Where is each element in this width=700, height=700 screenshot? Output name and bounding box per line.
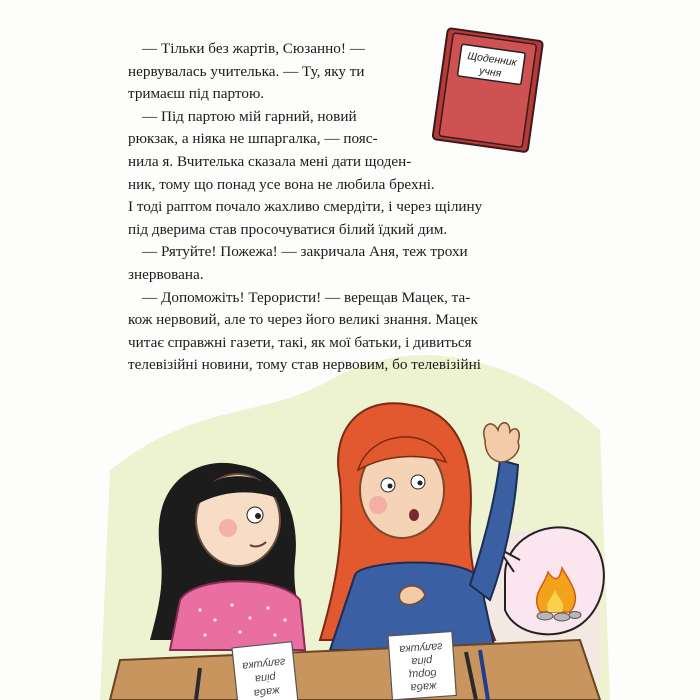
text-line-11: знервована. [128, 265, 204, 283]
text-line-7: ник, тому що понад усе вона не любила брехні. [128, 175, 435, 193]
sheet-left-word3: галушка [241, 655, 286, 672]
text-line-10: — Рятуйте! Пожежа! — закричала Аня, теж трохи [142, 243, 468, 261]
text-line-2: нервувалась учителька. — Ту, яку ти [128, 62, 365, 80]
text-line-4: — Під партою мій гарний, новий [142, 107, 357, 125]
sheet-right-word1: жаба [410, 679, 438, 694]
text-line-8: І тоді раптом почало жахливо смердіти, і через щілину [128, 198, 483, 216]
text-line-9: під дверима став просочуватися білий їдкий дим. [128, 220, 448, 238]
text-line-14: читає справжні газети, такі, як мої батьки, і дивиться [128, 333, 472, 351]
sheet-left-word1: жаба [253, 684, 281, 699]
text-line-5: рюкзак, а ніяка не шпаргалка, — пояс- [128, 130, 378, 148]
text-line-3: тримаєш під партою. [128, 85, 265, 103]
sheet-right-word2: борщ [408, 666, 437, 681]
text-line-15: телевізійні новини, тому став нервовим, бо телевізійні [128, 356, 481, 374]
notebook-label-line1: Щоденник [466, 50, 518, 69]
notebook-label-line2: учня [478, 64, 503, 80]
text-line-12: — Допоможіть! Терористи! — верещав Мацек, та- [142, 288, 471, 306]
text-line-6: нила я. Вчителька сказала мені дати щоден- [128, 152, 412, 170]
text-line-13: кож нервовий, але то через його великі знання. Мацек [128, 311, 478, 329]
sheet-left-word2: ріпа [254, 670, 277, 685]
sheet-right-word4: галушка [398, 640, 443, 656]
sheet-right-word3: ріпа [411, 653, 433, 668]
text-line-1: — Тільки без жартів, Сюзанно! — [142, 40, 365, 57]
sheet-right [388, 632, 456, 700]
sheet-left [232, 642, 298, 700]
story-text [128, 38, 540, 377]
